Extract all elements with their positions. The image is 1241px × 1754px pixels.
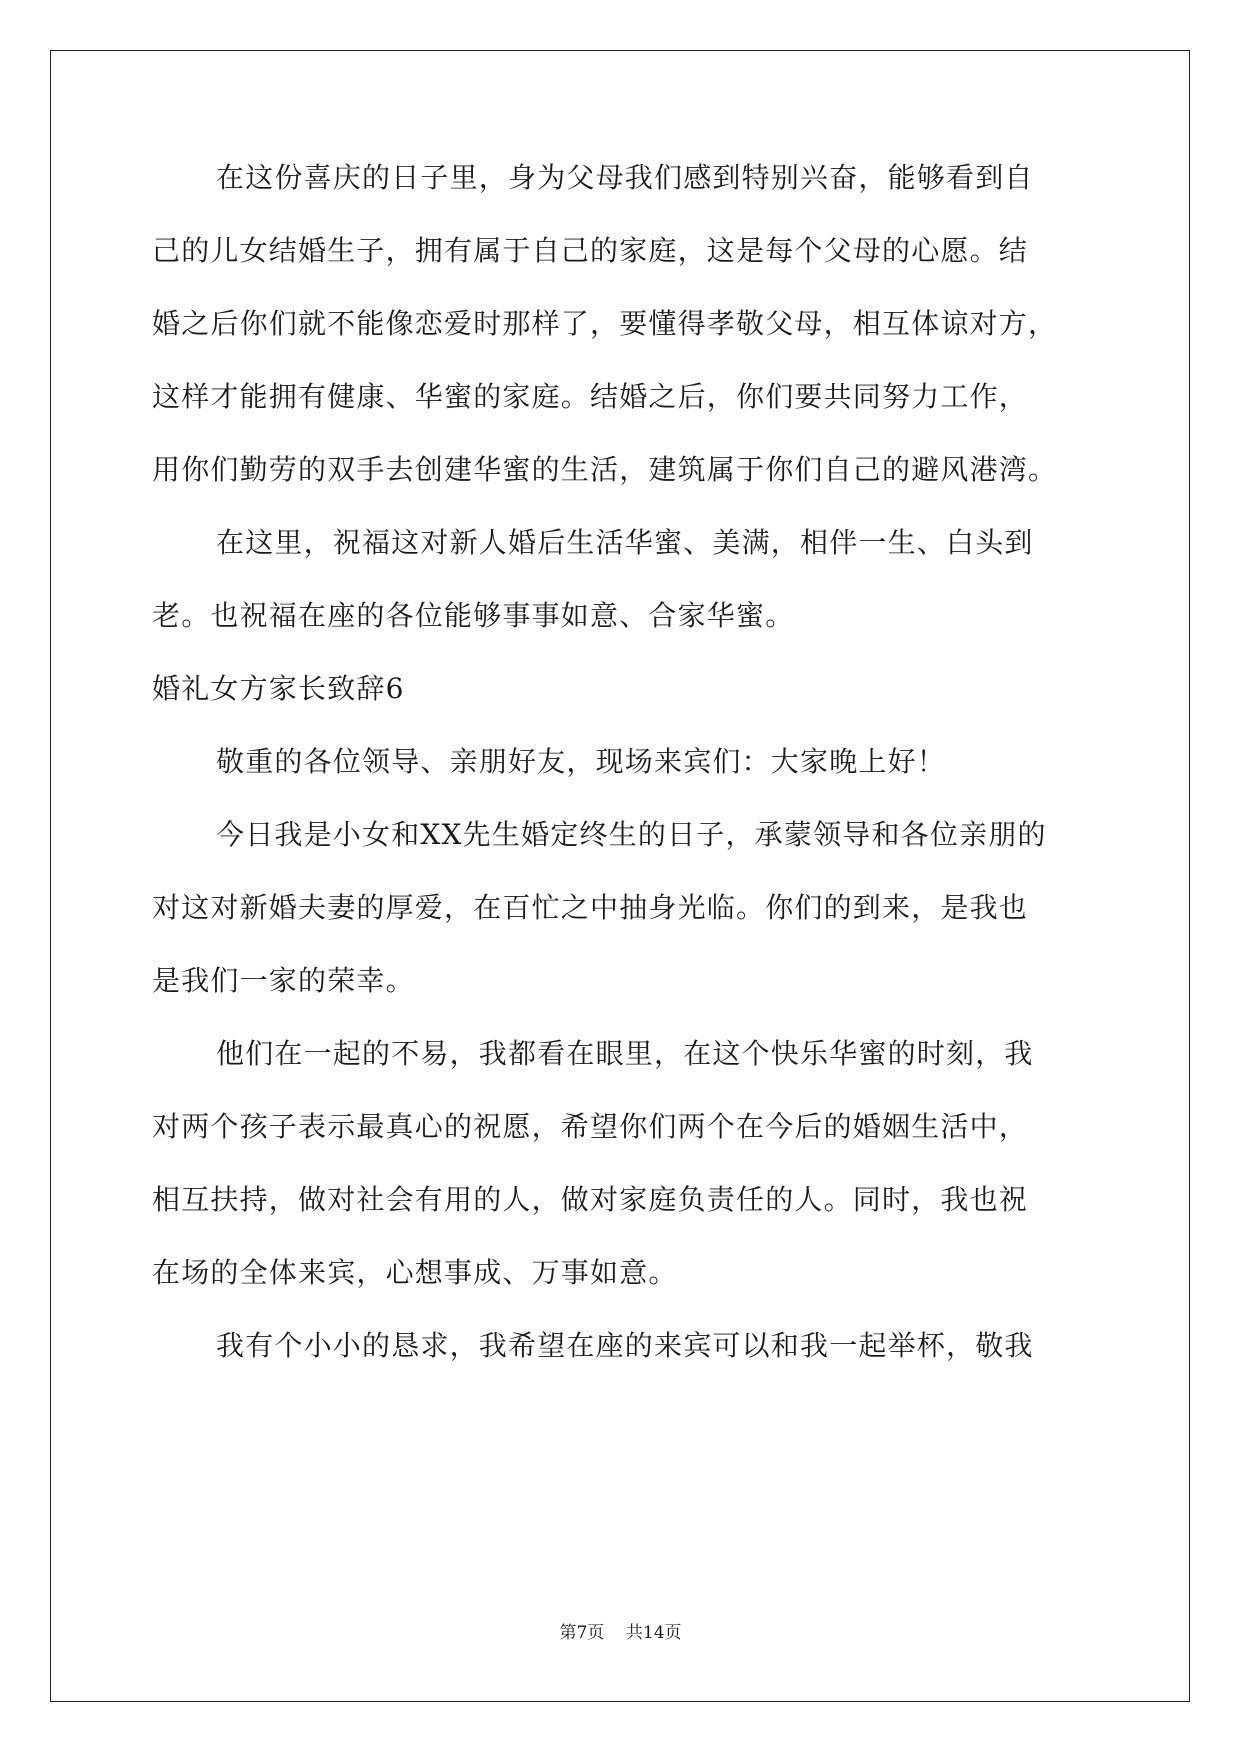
- text-line: 在这份喜庆的日子里，身为父母我们感到特别兴奋，能够看到自: [216, 161, 1034, 194]
- page-footer: [0, 1618, 1241, 1643]
- text-line: 老。也祝福在座的各位能够事事如意、合家华蜜。: [152, 599, 795, 632]
- text-line: 敬重的各位领导、亲朋好友，现场来宾们：大家晚上好！: [216, 745, 947, 778]
- text-line: 在这里，祝福这对新人婚后生活华蜜、美满，相伴一生、白头到: [216, 526, 1034, 559]
- text-line: 相互扶持，做对社会有用的人，做对家庭负责任的人。同时，我也祝: [152, 1183, 1029, 1216]
- page-number: 第7页: [559, 1623, 605, 1643]
- text-line: 是我们一家的荣幸。: [152, 964, 415, 997]
- page-border: [50, 50, 1190, 1702]
- text-line: 我有个小小的恳求，我希望在座的来宾可以和我一起举杯，敬我: [216, 1329, 1034, 1362]
- text-line: 对这对新婚夫妻的厚爱，在百忙之中抽身光临。你们的到来，是我也: [152, 891, 1029, 924]
- text-line: 这样才能拥有健康、华蜜的家庭。结婚之后，你们要共同努力工作，: [152, 380, 1029, 413]
- text-line: 在场的全体来宾，心想事成、万事如意。: [152, 1256, 678, 1289]
- section-heading: 婚礼女方家长致辞6: [152, 672, 405, 705]
- text-line: 婚之后你们就不能像恋爱时那样了，要懂得孝敬父母，相互体谅对方，: [152, 307, 1058, 340]
- text-line: 己的儿女结婚生子，拥有属于自己的家庭，这是每个父母的心愿。结: [152, 234, 1029, 267]
- text-line: 今日我是小女和XX先生婚定终生的日子，承蒙领导和各位亲朋的: [216, 818, 1047, 851]
- text-line: 他们在一起的不易，我都看在眼里，在这个快乐华蜜的时刻，我: [216, 1037, 1034, 1070]
- page-total: 共14页: [625, 1623, 682, 1643]
- text-line: 用你们勤劳的双手去创建华蜜的生活，建筑属于你们自己的避风港湾。: [152, 453, 1058, 486]
- text-line: 对两个孩子表示最真心的祝愿，希望你们两个在今后的婚姻生活中，: [152, 1110, 1029, 1143]
